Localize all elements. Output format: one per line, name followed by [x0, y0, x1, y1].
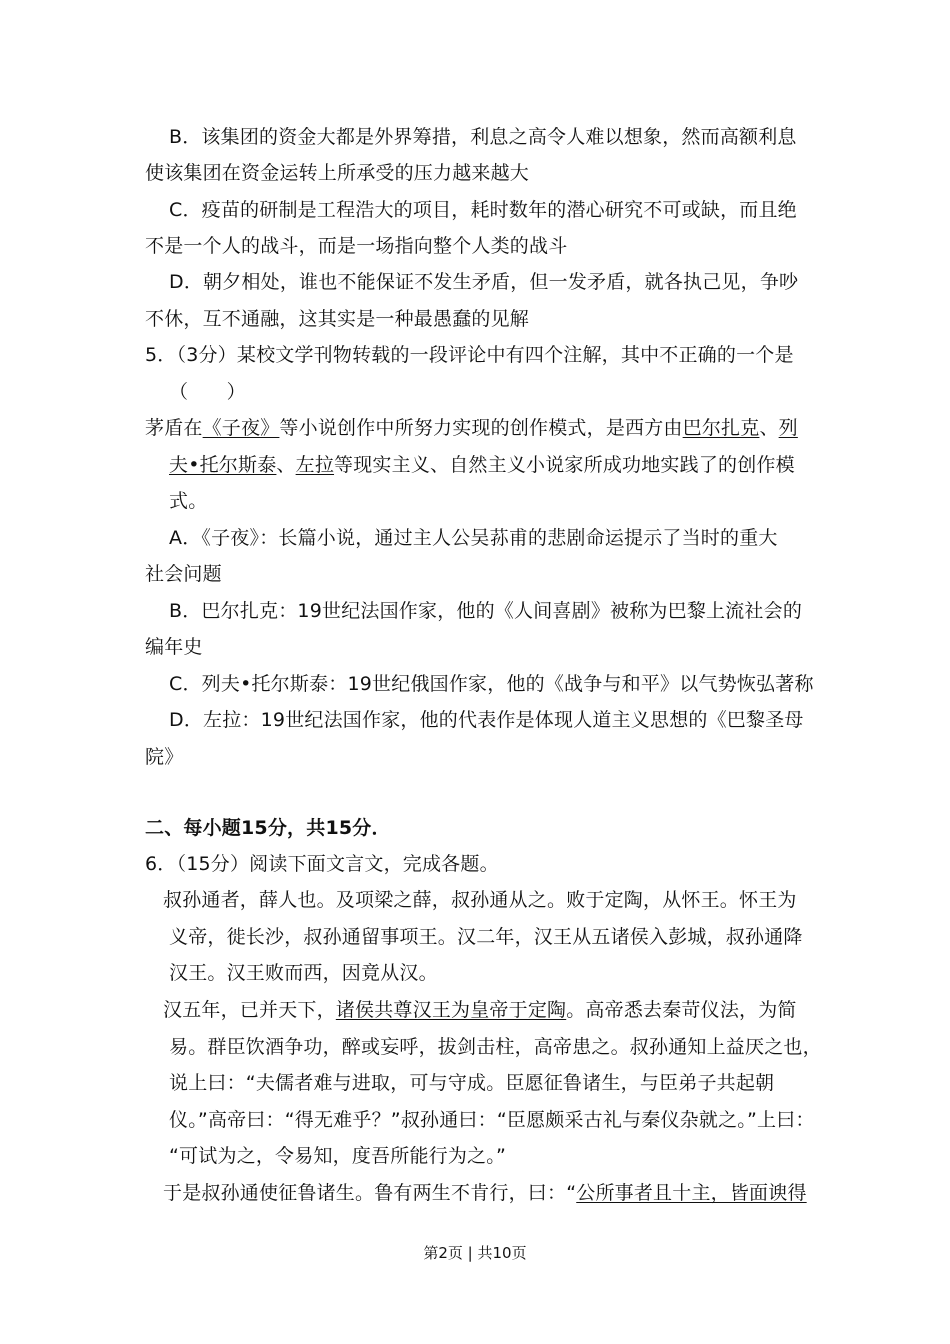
q6-para2-line4: 仪。”高帝曰：“得无难乎？”叔孙通曰：“臣愿颇采古礼与秦仪杂就之。”上曰：	[169, 1109, 815, 1131]
underlined-ziye: 《子夜》	[202, 417, 280, 439]
q5-option-c-line1: C．列夫•托尔斯泰：19世纪俄国作家，他的《战争与和平》以气势恢弘著称	[169, 673, 814, 695]
q5-option-b-line1: B．巴尔扎克：19世纪法国作家，他的《人间喜剧》被称为巴黎上流社会的	[169, 600, 803, 622]
underlined-zola: 左拉	[295, 454, 335, 476]
q5-passage-line3: 式。	[169, 490, 208, 512]
q5-answer-paren: （ ）	[169, 381, 246, 403]
q6-stem: 6．（15分）阅读下面文言文，完成各题。	[145, 853, 499, 875]
q5-option-a-line2: 社会问题	[145, 563, 222, 585]
passage-text: 等小说创作中所努力实现的创作模式，是西方由	[279, 417, 683, 439]
q6-para2-line1	[163, 997, 797, 1023]
passage-text: 、	[276, 454, 296, 476]
passage-text: 等现实主义、自然主义小说家所成功地实践了的创作模	[334, 454, 795, 476]
q6-para1-line3: 汉王。汉王败而西，因竟从汉。	[169, 962, 438, 984]
q6-para2-line3: 说上曰：“夫儒者难与进取，可与守成。臣愿征鲁诸生，与臣弟子共起朝	[169, 1072, 775, 1094]
q4-option-b-line2: 使该集团在资金运转上所承受的压力越来越大	[145, 162, 530, 184]
section-heading: 二、每小题15分，共15分．	[145, 817, 391, 839]
q4-option-c-line1: C．疫苗的研制是工程浩大的项目，耗时数年的潜心研究不可或缺，而且绝	[169, 199, 797, 221]
underlined-balzac: 巴尔扎克	[682, 417, 760, 439]
underlined-tolstoy-end: 夫•托尔斯泰	[169, 454, 277, 476]
passage-text: 、	[759, 417, 779, 439]
passage-text: 于是叔孙通使征鲁诸生。鲁有两生不肯行，曰：“	[163, 1182, 577, 1204]
underlined-sentence-1: 诸侯共尊汉王为皇帝于定陶	[335, 999, 567, 1021]
q6-para1-line1: 叔孙通者，薛人也。及项梁之薛，叔孙通从之。败于定陶，从怀王。怀王为	[163, 889, 797, 911]
q6-para1-line2: 义帝，徙长沙，叔孙通留事项王。汉二年，汉王从五诸侯入彭城，叔孙通降	[169, 926, 803, 948]
q5-option-b-line2: 编年史	[145, 636, 203, 658]
q5-stem: 5．（3分）某校文学刊物转载的一段评论中有四个注解，其中不正确的一个是	[145, 344, 794, 366]
passage-text: 茅盾在	[145, 417, 203, 439]
q4-option-d-line2: 不休，互不通融，这其实是一种最愚蠢的见解	[145, 308, 530, 330]
q4-option-c-line2: 不是一个人的战斗，而是一场指向整个人类的战斗	[145, 235, 568, 257]
passage-text: 汉五年，已并天下，	[163, 999, 336, 1021]
q6-para2-line5: “可试为之，令易知，度吾所能行为之。”	[169, 1145, 506, 1167]
q5-option-d-line1: D．左拉：19世纪法国作家，他的代表作是体现人道主义思想的《巴黎圣母	[169, 709, 804, 731]
q6-para2-line2: 易。群臣饮酒争功，醉或妄呼，拔剑击柱，高帝患之。叔孙通知上益厌之也，	[169, 1036, 822, 1058]
underlined-tolstoy-start: 列	[778, 417, 798, 439]
q5-option-d-line2: 院》	[145, 746, 184, 768]
q5-passage-line2	[169, 452, 795, 478]
q4-option-b-line1: B．该集团的资金大都是外界筹措，利息之高令人难以想象，然而高额利息	[169, 126, 797, 148]
q4-option-d-line1: D．朝夕相处，谁也不能保证不发生矛盾，但一发矛盾，就各执己见，争吵	[169, 271, 799, 293]
q6-para3-line1	[163, 1180, 807, 1206]
underlined-sentence-2: 公所事者且十主，皆面谀得	[576, 1182, 807, 1204]
page-footer: 第2页 | 共10页	[423, 1244, 527, 1262]
q5-passage-line1	[145, 415, 798, 441]
q5-option-a-line1: A．《子夜》：长篇小说，通过主人公吴荪甫的悲剧命运提示了当时的重大	[169, 527, 778, 549]
passage-text: 。高帝悉去秦苛仪法，为简	[566, 999, 797, 1021]
